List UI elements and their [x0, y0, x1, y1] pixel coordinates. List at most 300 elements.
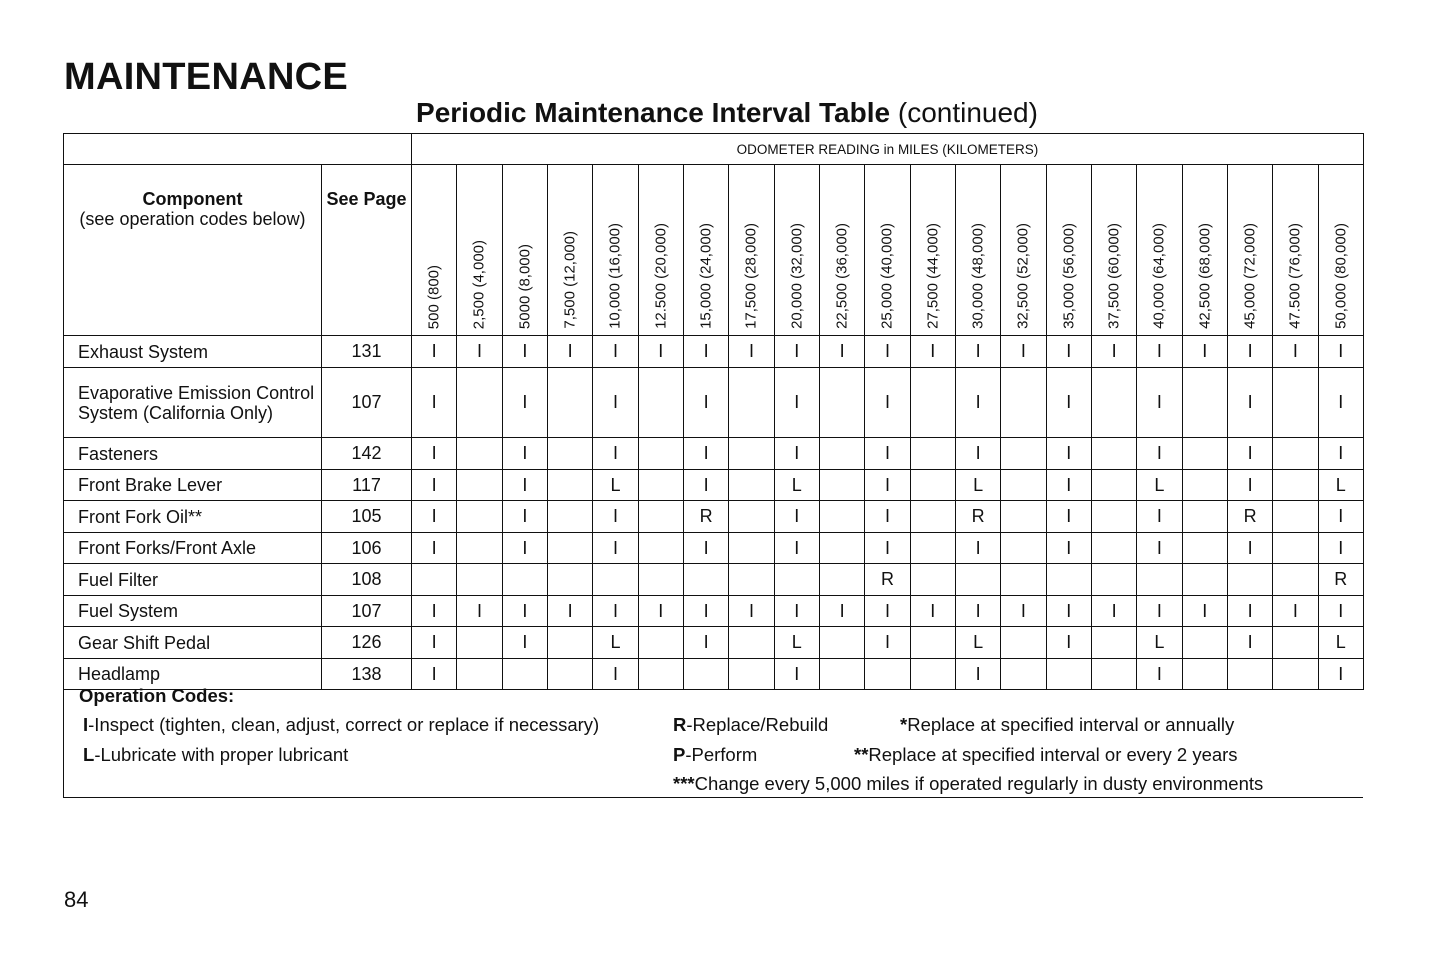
- operation-code-cell: [819, 564, 864, 596]
- operation-code-cell: I: [1227, 438, 1272, 470]
- operation-code-cell: I: [1046, 470, 1091, 501]
- operation-code-cell: I: [1227, 627, 1272, 659]
- legend-mark: ***: [673, 773, 695, 794]
- operation-code-cell: [819, 533, 864, 564]
- operation-code-cell: [1001, 501, 1046, 533]
- operation-code-cell: I: [502, 368, 547, 438]
- operation-code-cell: [1273, 627, 1318, 659]
- interval-column-header: [547, 165, 592, 336]
- table-row: [64, 438, 1364, 470]
- operation-code-cell: [638, 470, 683, 501]
- operation-code-cell: L: [593, 627, 638, 659]
- interval-label: 5000 (8,000): [516, 243, 534, 329]
- operation-code-cell: I: [1318, 368, 1363, 438]
- operation-code-cell: I: [1137, 368, 1182, 438]
- operation-code-cell: I: [1046, 596, 1091, 627]
- operation-code-cell: I: [819, 596, 864, 627]
- component-cell: Exhaust System: [64, 336, 322, 368]
- operation-code-cell: I: [547, 336, 592, 368]
- operation-code-cell: L: [774, 627, 819, 659]
- operation-code-cell: I: [1091, 336, 1136, 368]
- operation-code-cell: [729, 438, 774, 470]
- operation-code-cell: [1091, 533, 1136, 564]
- operation-code-cell: [547, 438, 592, 470]
- operation-code-cell: [1091, 627, 1136, 659]
- table-row: [64, 627, 1364, 659]
- operation-code-cell: I: [865, 470, 910, 501]
- operation-code-cell: [638, 564, 683, 596]
- operation-code-cell: [1273, 564, 1318, 596]
- table-row: [64, 533, 1364, 564]
- table-row: [64, 596, 1364, 627]
- operation-code-cell: I: [865, 596, 910, 627]
- operation-code-cell: I: [638, 336, 683, 368]
- interval-label: 42,500 (68,000): [1196, 223, 1214, 329]
- see-page-cell: 107: [322, 596, 412, 627]
- operation-code-cell: I: [412, 438, 457, 470]
- operation-code-cell: I: [955, 596, 1000, 627]
- operation-code-cell: I: [412, 368, 457, 438]
- operation-code-cell: [593, 564, 638, 596]
- operation-code-cell: I: [910, 596, 955, 627]
- operation-code-cell: I: [1227, 368, 1272, 438]
- table-row: [64, 470, 1364, 501]
- operation-code-cell: [457, 564, 502, 596]
- operation-code-cell: I: [1227, 470, 1272, 501]
- operation-code-cell: [1182, 368, 1227, 438]
- operation-code-cell: I: [1137, 596, 1182, 627]
- operation-code-cell: I: [1227, 336, 1272, 368]
- table-row: [64, 564, 1364, 596]
- operation-code-cell: L: [1137, 470, 1182, 501]
- operation-code-cell: [1273, 533, 1318, 564]
- component-column-header: [64, 165, 322, 336]
- interval-label: 50,000 (80,000): [1332, 223, 1350, 329]
- interval-column-header: [502, 165, 547, 336]
- see-page-cell: 108: [322, 564, 412, 596]
- operation-code-cell: I: [593, 533, 638, 564]
- operation-code-cell: L: [774, 470, 819, 501]
- operation-code-cell: [1001, 533, 1046, 564]
- operation-code-cell: [729, 368, 774, 438]
- operation-code-cell: [1273, 470, 1318, 501]
- operation-code-cell: I: [1046, 368, 1091, 438]
- interval-column-header: [638, 165, 683, 336]
- interval-label: 30,000 (48,000): [969, 223, 987, 329]
- operation-code-cell: I: [1182, 336, 1227, 368]
- operation-code-cell: I: [412, 470, 457, 501]
- see-page-cell: 126: [322, 627, 412, 659]
- operation-code-cell: I: [502, 438, 547, 470]
- operation-code-cell: I: [412, 596, 457, 627]
- component-header-note: (see operation codes below): [79, 209, 306, 229]
- operation-code-cell: I: [774, 501, 819, 533]
- operation-code-cell: I: [502, 627, 547, 659]
- operation-code-cell: [1182, 501, 1227, 533]
- interval-label: 27,500 (44,000): [924, 223, 942, 329]
- operation-code-cell: I: [1137, 336, 1182, 368]
- see-page-cell: 106: [322, 533, 412, 564]
- interval-label: 500 (800): [425, 264, 443, 329]
- operation-code-cell: I: [1318, 659, 1363, 690]
- legend-two-year-note: [854, 744, 1238, 766]
- operation-code-cell: I: [502, 336, 547, 368]
- operation-code-cell: I: [865, 368, 910, 438]
- operation-code-cell: I: [412, 533, 457, 564]
- interval-column-header: [1137, 165, 1182, 336]
- interval-label: 40,000 (64,000): [1150, 223, 1168, 329]
- blank-corner-cell: [64, 134, 412, 165]
- interval-column-header: [1091, 165, 1136, 336]
- operation-code-cell: I: [955, 533, 1000, 564]
- operation-code-cell: I: [819, 336, 864, 368]
- interval-label: 2,500 (4,000): [470, 239, 488, 329]
- operation-code-cell: [774, 564, 819, 596]
- interval-label: 15,000 (24,000): [697, 223, 715, 329]
- operation-code-cell: I: [683, 438, 728, 470]
- operation-code-cell: I: [593, 659, 638, 690]
- interval-column-header: [819, 165, 864, 336]
- operation-code-cell: [1001, 564, 1046, 596]
- operation-code-cell: L: [955, 470, 1000, 501]
- interval-column-header: [955, 165, 1000, 336]
- legend-code: P: [673, 744, 686, 765]
- legend-lubricate: [83, 744, 348, 766]
- interval-label: 7,500 (12,000): [561, 231, 579, 329]
- operation-code-cell: I: [1001, 596, 1046, 627]
- legend-replace: [673, 714, 828, 736]
- operation-codes-legend: [63, 666, 1363, 798]
- operation-code-cell: I: [1046, 533, 1091, 564]
- interval-label: 20,000 (32,000): [788, 223, 806, 329]
- see-page-header-label: See Page: [326, 189, 407, 209]
- operation-code-cell: [1273, 501, 1318, 533]
- operation-code-cell: I: [1001, 336, 1046, 368]
- operation-code-cell: [547, 470, 592, 501]
- operation-code-cell: I: [865, 533, 910, 564]
- page-number: 84: [64, 887, 89, 912]
- component-cell: Fuel System: [64, 596, 322, 627]
- legend-text: Replace at specified interval or every 2 years: [868, 744, 1238, 765]
- operation-code-cell: I: [1046, 627, 1091, 659]
- operation-code-cell: I: [502, 596, 547, 627]
- operation-code-cell: [1182, 438, 1227, 470]
- operation-code-cell: I: [412, 336, 457, 368]
- table-row: [64, 368, 1364, 438]
- operation-code-cell: [910, 438, 955, 470]
- operation-code-cell: [1227, 564, 1272, 596]
- component-cell: Headlamp: [64, 659, 322, 690]
- interval-column-header: [729, 165, 774, 336]
- operation-code-cell: [729, 470, 774, 501]
- operation-code-cell: I: [1227, 596, 1272, 627]
- operation-code-cell: [910, 501, 955, 533]
- operation-code-cell: [955, 564, 1000, 596]
- operation-code-cell: I: [683, 627, 728, 659]
- operation-code-cell: [1137, 564, 1182, 596]
- table-title-continued: (continued): [897, 97, 1038, 128]
- operation-code-cell: I: [683, 470, 728, 501]
- component-cell: Front Fork Oil**: [64, 501, 322, 533]
- operation-code-cell: I: [1046, 336, 1091, 368]
- operation-code-cell: [1182, 470, 1227, 501]
- operation-code-cell: I: [502, 470, 547, 501]
- operation-code-cell: R: [865, 564, 910, 596]
- operation-code-cell: I: [1046, 438, 1091, 470]
- operation-code-cell: [910, 627, 955, 659]
- operation-code-cell: [1001, 438, 1046, 470]
- operation-code-cell: I: [1137, 533, 1182, 564]
- legend-mark: **: [854, 744, 869, 765]
- operation-code-cell: I: [865, 336, 910, 368]
- operation-code-cell: [1091, 501, 1136, 533]
- operation-code-cell: I: [1137, 501, 1182, 533]
- legend-perform: [673, 744, 757, 766]
- operation-code-cell: [1182, 627, 1227, 659]
- operation-code-cell: I: [1227, 533, 1272, 564]
- operation-code-cell: [457, 533, 502, 564]
- operation-code-cell: I: [1318, 501, 1363, 533]
- operation-code-cell: I: [547, 596, 592, 627]
- interval-column-header: [593, 165, 638, 336]
- operation-code-cell: [412, 564, 457, 596]
- interval-label: 45,000 (72,000): [1241, 223, 1259, 329]
- operation-code-cell: [547, 501, 592, 533]
- legend-code: L: [83, 744, 95, 765]
- operation-code-cell: [547, 627, 592, 659]
- operation-code-cell: I: [1318, 438, 1363, 470]
- see-page-cell: 142: [322, 438, 412, 470]
- operation-code-cell: [1046, 564, 1091, 596]
- interval-label: 10,000 (16,000): [606, 223, 624, 329]
- component-cell: Fuel Filter: [64, 564, 322, 596]
- see-page-cell: 117: [322, 470, 412, 501]
- operation-code-cell: [547, 533, 592, 564]
- operation-code-cell: I: [593, 596, 638, 627]
- operation-code-cell: I: [910, 336, 955, 368]
- component-header-label: Component: [142, 189, 243, 209]
- interval-label: 25,000 (40,000): [878, 223, 896, 329]
- interval-column-header: [457, 165, 502, 336]
- operation-code-cell: I: [1318, 336, 1363, 368]
- legend-annual-note: [900, 714, 1234, 736]
- operation-code-cell: I: [593, 336, 638, 368]
- operation-code-cell: I: [729, 336, 774, 368]
- interval-column-header: [1001, 165, 1046, 336]
- legend-code: I: [83, 714, 89, 735]
- interval-column-header: [910, 165, 955, 336]
- operation-code-cell: I: [683, 533, 728, 564]
- operation-code-cell: I: [774, 438, 819, 470]
- see-page-cell: 138: [322, 659, 412, 690]
- legend-text: -Replace/Rebuild: [686, 714, 829, 735]
- operation-code-cell: [638, 438, 683, 470]
- operation-code-cell: R: [683, 501, 728, 533]
- operation-code-cell: I: [865, 501, 910, 533]
- see-page-cell: 131: [322, 336, 412, 368]
- legend-text: Replace at specified interval or annually: [907, 714, 1235, 735]
- operation-code-cell: [729, 501, 774, 533]
- operation-code-cell: [638, 368, 683, 438]
- operation-code-cell: [1182, 564, 1227, 596]
- maintenance-interval-table: [63, 133, 1364, 690]
- interval-column-header: [1318, 165, 1363, 336]
- interval-column-header: [1227, 165, 1272, 336]
- operation-code-cell: I: [729, 596, 774, 627]
- operation-code-cell: [457, 438, 502, 470]
- interval-column-header: [865, 165, 910, 336]
- operation-code-cell: I: [865, 438, 910, 470]
- legend-text: -Inspect (tighten, clean, adjust, correct or replace if necessary): [88, 714, 600, 735]
- legend-text: -Perform: [685, 744, 758, 765]
- operation-code-cell: [819, 438, 864, 470]
- interval-label: 12.500 (20,000): [652, 223, 670, 329]
- operation-code-cell: [1091, 470, 1136, 501]
- component-cell: Front Brake Lever: [64, 470, 322, 501]
- operation-code-cell: I: [412, 501, 457, 533]
- interval-label: 17,500 (28,000): [742, 223, 760, 329]
- component-cell: Fasteners: [64, 438, 322, 470]
- operation-code-cell: [547, 368, 592, 438]
- operation-code-cell: I: [683, 368, 728, 438]
- component-cell: Evaporative Emission Control System (California Only): [64, 368, 322, 438]
- interval-label: 22,500 (36,000): [833, 223, 851, 329]
- operation-code-cell: I: [638, 596, 683, 627]
- legend-code: R: [673, 714, 687, 735]
- operation-code-cell: R: [1227, 501, 1272, 533]
- operation-code-cell: [638, 501, 683, 533]
- interval-label: 32,500 (52,000): [1014, 223, 1032, 329]
- operation-code-cell: [638, 533, 683, 564]
- operation-code-cell: [910, 533, 955, 564]
- operation-code-cell: [1001, 368, 1046, 438]
- operation-code-cell: I: [683, 596, 728, 627]
- operation-code-cell: [910, 368, 955, 438]
- operation-code-cell: [457, 501, 502, 533]
- table-row: [64, 501, 1364, 533]
- operation-code-cell: I: [1273, 336, 1318, 368]
- interval-column-header: [1273, 165, 1318, 336]
- operation-code-cell: L: [593, 470, 638, 501]
- operation-code-cell: [1273, 368, 1318, 438]
- operation-code-cell: L: [1318, 627, 1363, 659]
- operation-codes-heading: Operation Codes:: [79, 685, 235, 706]
- legend-text: -Lubricate with proper lubricant: [94, 744, 349, 765]
- operation-code-cell: [1091, 368, 1136, 438]
- operation-code-cell: I: [1137, 659, 1182, 690]
- odometer-reading-header: ODOMETER READING in MILES (KILOMETERS): [412, 134, 1364, 165]
- operation-code-cell: [819, 368, 864, 438]
- component-cell: Front Forks/Front Axle: [64, 533, 322, 564]
- operation-code-cell: [910, 564, 955, 596]
- operation-code-cell: [457, 627, 502, 659]
- operation-code-cell: [1182, 533, 1227, 564]
- operation-code-cell: I: [955, 336, 1000, 368]
- operation-code-cell: [819, 627, 864, 659]
- operation-code-cell: [1091, 564, 1136, 596]
- operation-code-cell: [638, 627, 683, 659]
- legend-text: Change every 5,000 miles if operated regularly in dusty environments: [694, 773, 1264, 794]
- legend-dusty-note: [673, 773, 1263, 795]
- operation-code-cell: I: [457, 596, 502, 627]
- operation-code-cell: I: [774, 533, 819, 564]
- operation-code-cell: L: [1318, 470, 1363, 501]
- interval-column-header: [1182, 165, 1227, 336]
- operation-code-cell: I: [1091, 596, 1136, 627]
- interval-column-header: [774, 165, 819, 336]
- operation-code-cell: I: [502, 533, 547, 564]
- operation-code-cell: I: [593, 438, 638, 470]
- operation-code-cell: [502, 564, 547, 596]
- operation-code-cell: I: [774, 596, 819, 627]
- operation-code-cell: [729, 627, 774, 659]
- operation-code-cell: I: [955, 438, 1000, 470]
- interval-label: 37,500 (60,000): [1105, 223, 1123, 329]
- interval-column-header: [412, 165, 457, 336]
- operation-code-cell: I: [774, 336, 819, 368]
- operation-code-cell: [683, 564, 728, 596]
- operation-code-cell: [1001, 627, 1046, 659]
- operation-code-cell: I: [1046, 501, 1091, 533]
- operation-code-cell: L: [1137, 627, 1182, 659]
- operation-code-cell: [910, 470, 955, 501]
- operation-code-cell: [1091, 438, 1136, 470]
- operation-code-cell: I: [955, 659, 1000, 690]
- operation-code-cell: [729, 564, 774, 596]
- operation-code-cell: I: [1318, 533, 1363, 564]
- table-title-main: Periodic Maintenance Interval Table: [416, 97, 891, 128]
- see-page-cell: 105: [322, 501, 412, 533]
- operation-code-cell: I: [1182, 596, 1227, 627]
- operation-code-cell: I: [774, 368, 819, 438]
- operation-code-cell: I: [593, 368, 638, 438]
- legend-inspect: [83, 714, 599, 736]
- operation-code-cell: I: [1318, 596, 1363, 627]
- operation-code-cell: L: [955, 627, 1000, 659]
- operation-code-cell: I: [683, 336, 728, 368]
- operation-code-cell: I: [1273, 596, 1318, 627]
- operation-code-cell: R: [955, 501, 1000, 533]
- table-title: [0, 97, 1454, 129]
- interval-label: 35,000 (56,000): [1060, 223, 1078, 329]
- interval-column-header: [1046, 165, 1091, 336]
- see-page-cell: 107: [322, 368, 412, 438]
- operation-code-cell: [457, 368, 502, 438]
- see-page-column-header: [322, 165, 412, 336]
- legend-mark: *: [900, 714, 908, 735]
- operation-code-cell: [1001, 470, 1046, 501]
- operation-code-cell: I: [502, 501, 547, 533]
- operation-code-cell: I: [865, 627, 910, 659]
- component-cell: Gear Shift Pedal: [64, 627, 322, 659]
- operation-code-cell: I: [774, 659, 819, 690]
- table-body: [64, 336, 1364, 690]
- operation-code-cell: I: [593, 501, 638, 533]
- operation-code-cell: I: [412, 659, 457, 690]
- operation-code-cell: I: [412, 627, 457, 659]
- table-row: [64, 336, 1364, 368]
- section-title: MAINTENANCE: [64, 56, 349, 98]
- operation-code-cell: [547, 564, 592, 596]
- operation-code-cell: I: [955, 368, 1000, 438]
- operation-code-cell: [819, 501, 864, 533]
- operation-code-cell: [457, 470, 502, 501]
- interval-column-header: [683, 165, 728, 336]
- operation-code-cell: [819, 470, 864, 501]
- operation-code-cell: I: [1137, 438, 1182, 470]
- interval-label: 47.500 (76,000): [1286, 223, 1304, 329]
- operation-code-cell: [1273, 438, 1318, 470]
